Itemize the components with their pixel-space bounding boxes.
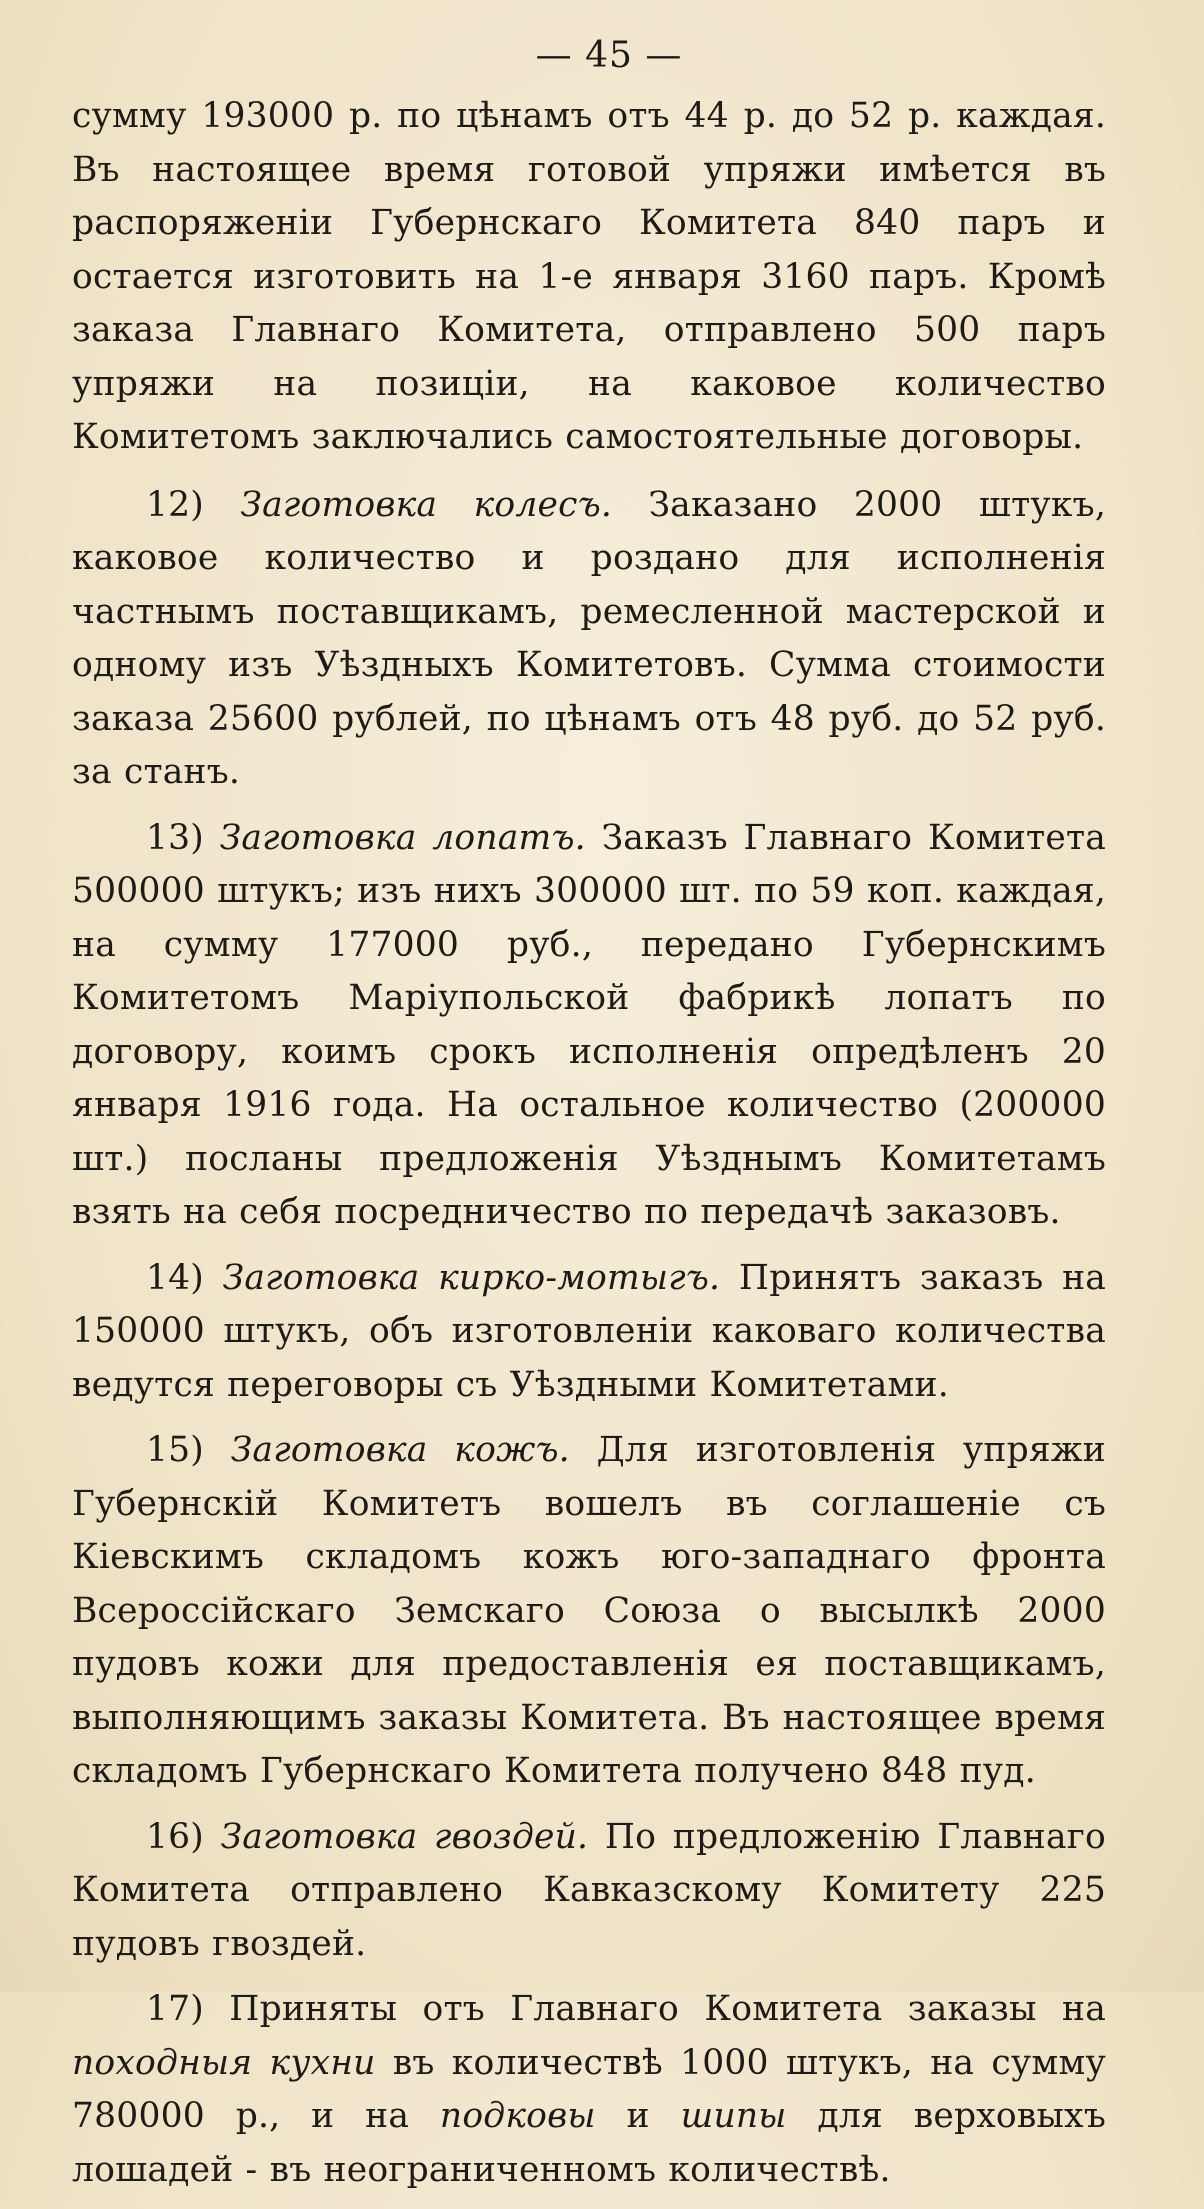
item-number: 17) (146, 1989, 204, 2029)
item-title: Заготовка гвоздей. (220, 1816, 589, 1857)
paragraph-item-16 (72, 1811, 1106, 1972)
item-body-part: въ количествѣ 1000 штукъ, на сумму 780000 р., и на (72, 2042, 1106, 2136)
item-body-part: и (626, 2096, 650, 2136)
item-emphasis: шипы (680, 2096, 787, 2136)
paragraph-item-13 (72, 812, 1106, 1240)
item-body: Заказано 2000 штукъ, каковое количество и роздано для исполненія частнымъ поставщикамъ, ремесленной мастерской и одному изъ Уѣздныхъ Комитетовъ. Сумма стоимости заказа 25600 рублей, по цѣнамъ отъ 48 руб. до 52 руб. за станъ. (72, 484, 1106, 792)
item-title: Заготовка кожъ. (230, 1430, 570, 1470)
body-text (72, 90, 1106, 2197)
item-body: Принятъ заказъ на 150000 штукъ, объ изготовленіи каковаго количества ведутся переговоры съ Уѣздными Комитетами. (72, 1257, 1107, 1405)
document-page (72, 28, 1106, 2209)
item-number: 14) (146, 1257, 204, 1298)
item-body-part: для верховыхъ лошадей - въ неограниченномъ количествѣ. (72, 2096, 1106, 2190)
item-title: Заготовка кирко-мотыгъ. (222, 1257, 721, 1298)
item-body: Для изготовленія упряжи Губернскій Комитетъ вошелъ въ соглашеніе съ Кіевскимъ складомъ кожъ юго-западнаго фронта Всероссійскаго Земскаго Союза о высылкѣ 2000 пудовъ кожи для предоставленія ея поставщикамъ, выполняющимъ заказы Комитета. Въ настоящее время складомъ Губернскаго Комитета получено 848 пуд. (72, 1430, 1107, 1791)
paragraph-continuation (72, 90, 1106, 465)
paragraph-item-12 (72, 479, 1106, 800)
paragraph-item-14 (72, 1252, 1106, 1413)
item-title: Заготовка лопатъ. (219, 817, 586, 858)
item-number: 13) (146, 817, 204, 858)
paragraph-item-17 (72, 1983, 1106, 2197)
item-number: 12) (146, 484, 204, 525)
item-title: Заготовка колесъ. (240, 484, 613, 525)
item-emphasis: подковы (439, 2096, 596, 2136)
item-emphasis: походныя кухни (72, 2042, 376, 2083)
page-number: — 45 — (535, 35, 683, 76)
item-number: 15) (146, 1430, 204, 1470)
paragraph-text: сумму 193000 р. по цѣнамъ отъ 44 р. до 52 р. каждая. Въ настоящее время готовой упряжи имѣется въ распоряженіи Губернскаго Комитета 840 паръ и остается изготовить на 1-е января 3160 паръ. Кромѣ заказа Главнаго Комитета, отправлено 500 паръ упряжи на позиціи, на каковое количество Комитетомъ заключались самостоятельные договоры. (72, 96, 1106, 457)
paragraph-item-15 (72, 1424, 1106, 1799)
item-number: 16) (146, 1816, 204, 1857)
item-body: По предложенію Главнаго Комитета отправлено Кавказскому Комитету 225 пудовъ гвоздей. (72, 1816, 1107, 1964)
item-body: Заказъ Главнаго Комитета 500000 штукъ; изъ нихъ 300000 шт. по 59 коп. каждая, на сумму 177000 руб., передано Губернскимъ Комитетомъ Маріупольской фабрикѣ лопатъ по договору, коимъ срокъ исполненія опредѣленъ 20 января 1916 года. На остальное количество (200000 шт.) посланы предложенія Уѣзднымъ Комитетамъ взять на себя посредничество по передачѣ заказовъ. (72, 817, 1107, 1232)
item-body-part: Приняты отъ Главнаго Комитета заказы на (229, 1989, 1106, 2029)
